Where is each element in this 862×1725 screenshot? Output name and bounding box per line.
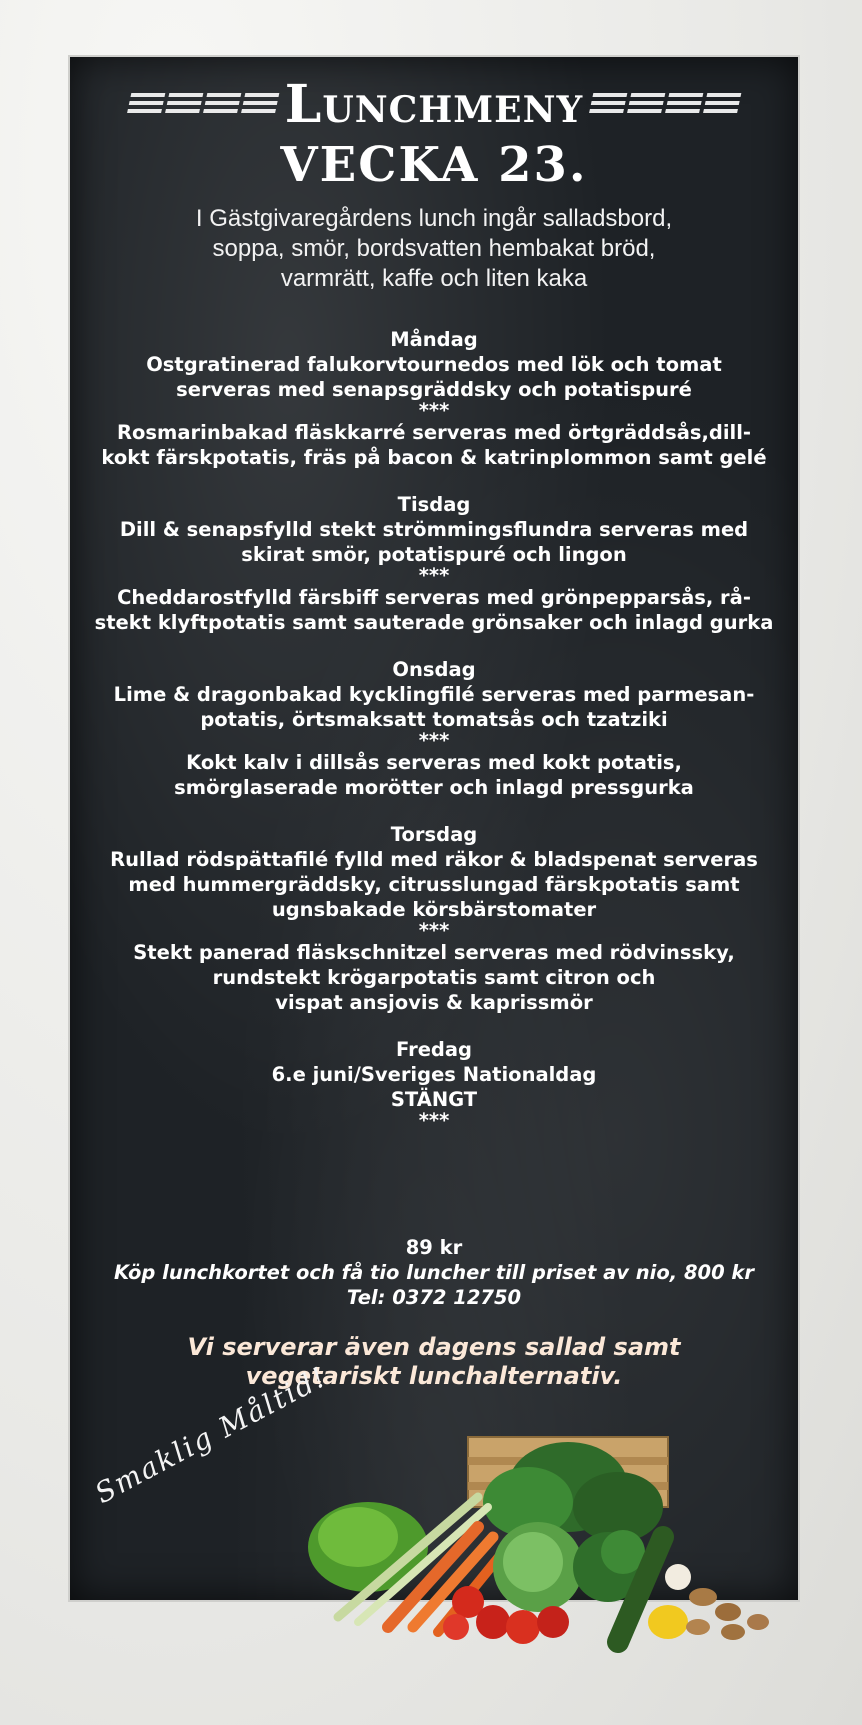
- dish-line: ugnsbakade körsbärstomater: [271, 898, 597, 921]
- dish-line: 6.e juni/Sveriges Nationaldag: [271, 1063, 597, 1086]
- title-decoration-left: [129, 93, 277, 115]
- separator-stars: ***: [418, 919, 450, 942]
- dish-line: Lime & dragonbakad kycklingfilé serveras med parmesan-: [113, 683, 755, 706]
- dish-line: Ostgratinerad falukorvtournedos med lök och tomat: [146, 353, 722, 376]
- title-row: [70, 69, 798, 139]
- dish-line: Stekt panerad fläskschnitzel serveras med rödvinssky,: [133, 941, 735, 964]
- smaklig-maltid-signoff: Smaklig Måltid!: [89, 1359, 333, 1510]
- day-thursday: [70, 822, 798, 1015]
- dish-line: Cheddarostfylld färsbiff serveras med grönpepparsås, rå-: [117, 586, 751, 609]
- dish-line: stekt klyftpotatis samt sauterade grönsaker och inlagd gurka: [94, 611, 774, 634]
- dish-line: skirat smör, potatispuré och lingon: [241, 543, 627, 566]
- separator-stars: ***: [418, 1109, 450, 1132]
- dish-line: Kokt kalv i dillsås serveras med kokt potatis,: [186, 751, 682, 774]
- dish-line: kokt färskpotatis, fräs på bacon & katrinplommon samt gelé: [101, 446, 767, 469]
- weekly-menu: [70, 327, 798, 1152]
- day-name: Torsdag: [390, 823, 478, 846]
- chalkboard: [70, 57, 798, 1600]
- dish-line: smörglaserade morötter och inlagd pressgurka: [174, 776, 694, 799]
- intro-line: I Gästgivaregårdens lunch ingår salladsbord,: [195, 205, 673, 232]
- title-decoration-right: [591, 93, 739, 115]
- dish-line: Rullad rödspättafilé fylld med räkor & bladspenat serveras: [110, 848, 758, 871]
- dish-line: rundstekt krögarpotatis samt citron och: [212, 966, 656, 989]
- day-name: Onsdag: [392, 658, 476, 681]
- menu-title: Lunchmeny: [284, 73, 584, 135]
- day-monday: [70, 327, 798, 470]
- dish-line: med hummergräddsky, citrusslungad färskpotatis samt: [128, 873, 740, 896]
- intro-line: varmrätt, kaffe och liten kaka: [280, 265, 588, 292]
- day-tuesday: [70, 492, 798, 635]
- dish-line: Dill & senapsfylld stekt strömmingsflundra serveras med: [119, 518, 749, 541]
- pricing-block: [70, 1235, 798, 1310]
- dish-line: potatis, örtsmaksatt tomatsås och tzatziki: [200, 708, 668, 731]
- phone-number: Tel: 0372 12750: [346, 1286, 522, 1309]
- day-wednesday: [70, 657, 798, 800]
- vegetarian-line: Vi serverar även dagens sallad samt: [187, 1333, 681, 1361]
- day-name: Tisdag: [397, 493, 471, 516]
- vegetarian-note: [70, 1333, 798, 1391]
- day-name: Fredag: [396, 1038, 472, 1061]
- day-friday: [70, 1037, 798, 1130]
- week-number: VECKA 23.: [280, 137, 588, 193]
- intro-text: [70, 204, 798, 294]
- dish-line: vispat ansjovis & kaprissmör: [275, 991, 593, 1014]
- dish-line: Rosmarinbakad fläskkarré serveras med örtgräddsås,dill-: [117, 421, 751, 444]
- intro-line: soppa, smör, bordsvatten hembakat bröd,: [212, 235, 656, 262]
- day-name: Måndag: [390, 328, 478, 351]
- closed-label: STÄNGT: [390, 1088, 478, 1111]
- vegetable-crate-image: [278, 1427, 798, 1667]
- separator-stars: ***: [418, 564, 450, 587]
- lunch-card-offer: Köp lunchkortet och få tio luncher till priset av nio, 800 kr: [113, 1261, 755, 1284]
- lunch-price: 89 kr: [405, 1236, 463, 1259]
- vegetarian-line: vegetariskt lunchalternativ.: [245, 1362, 623, 1390]
- separator-stars: ***: [418, 729, 450, 752]
- separator-stars: ***: [418, 399, 450, 422]
- dish-line: serveras med senapsgräddsky och potatispuré: [176, 378, 692, 401]
